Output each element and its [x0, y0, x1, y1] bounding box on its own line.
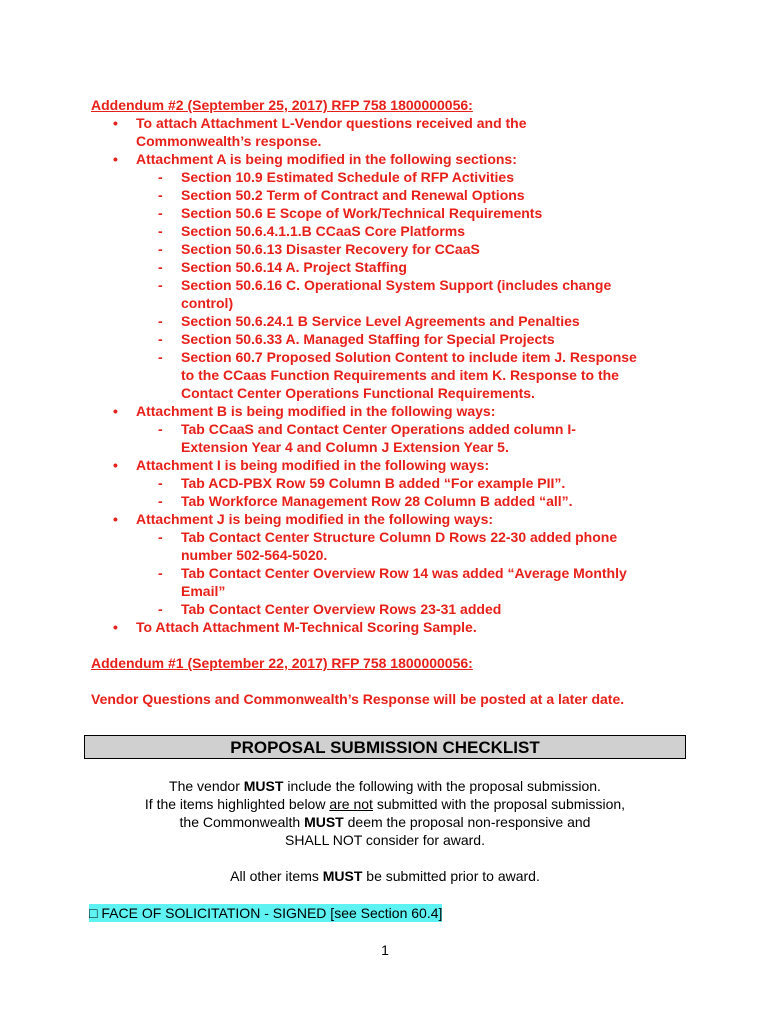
- sub-item: Section 50.6.24.1 B Service Level Agreements and Penalties: [181, 313, 580, 329]
- sub-item: Tab Workforce Management Row 28 Column B added “all”.: [181, 493, 573, 509]
- sub-item: Section 50.6.13 Disaster Recovery for CCaaS: [181, 241, 480, 257]
- bullet-icon: •: [113, 115, 118, 131]
- dash-icon: -: [158, 601, 163, 617]
- page-number: 1: [381, 942, 389, 958]
- dash-icon: -: [158, 169, 163, 185]
- checklist-instruction: The vendor MUST include the following with the proposal submission.: [169, 778, 601, 794]
- sub-item-continued: control): [181, 295, 234, 311]
- addendum2-item: Commonwealth’s response.: [136, 133, 322, 149]
- dash-icon: -: [158, 313, 163, 329]
- sub-item: Section 60.7 Proposed Solution Content to include item J. Response: [181, 349, 637, 365]
- addendum2-item: Attachment I is being modified in the following ways:: [136, 457, 490, 473]
- checklist-header: [84, 735, 686, 759]
- checklist-title: PROPOSAL SUBMISSION CHECKLIST: [230, 738, 540, 757]
- checkbox-icon[interactable]: □: [89, 905, 98, 921]
- addendum2-item: Attachment J is being modified in the following ways:: [136, 511, 494, 527]
- sub-item: Tab ACD-PBX Row 59 Column B added “For example PII”.: [181, 475, 566, 491]
- bullet-icon: •: [113, 151, 118, 167]
- addendum2-item: Attachment B is being modified in the following ways:: [136, 403, 496, 419]
- dash-icon: -: [158, 223, 163, 239]
- sub-item: Tab CCaaS and Contact Center Operations added column I-: [181, 421, 576, 437]
- addendum2-item: To attach Attachment L-Vendor questions received and the: [136, 115, 527, 131]
- sub-item: Section 50.6.14 A. Project Staffing: [181, 259, 407, 275]
- dash-icon: -: [158, 421, 163, 437]
- bullet-icon: •: [113, 457, 118, 473]
- sub-item: Section 50.6.4.1.1.B CCaaS Core Platforms: [181, 223, 465, 239]
- dash-icon: -: [158, 241, 163, 257]
- sub-item-continued: number 502-564-5020.: [181, 547, 328, 563]
- dash-icon: -: [158, 331, 163, 347]
- checklist-instruction: SHALL NOT consider for award.: [285, 832, 485, 848]
- sub-item: Section 50.6.33 A. Managed Staffing for Special Projects: [181, 331, 555, 347]
- checklist-item-face-of-solicitation[interactable]: □ FACE OF SOLICITATION - SIGNED [see Section 60.4]: [89, 905, 443, 921]
- checklist-instruction: All other items MUST be submitted prior to award.: [230, 868, 540, 884]
- dash-icon: -: [158, 277, 163, 293]
- dash-icon: -: [158, 565, 163, 581]
- dash-icon: -: [158, 205, 163, 221]
- sub-item-continued: Extension Year 4 and Column J Extension Year 5.: [181, 439, 509, 455]
- bullet-icon: •: [113, 511, 118, 527]
- sub-item-continued: Email”: [181, 583, 226, 599]
- sub-item: Section 50.2 Term of Contract and Renewal Options: [181, 187, 525, 203]
- addendum2-heading: Addendum #2 (September 25, 2017) RFP 758 1800000056:: [91, 97, 473, 113]
- addendum2-item: Attachment A is being modified in the following sections:: [136, 151, 517, 167]
- dash-icon: -: [158, 259, 163, 275]
- checklist-instruction: the Commonwealth MUST deem the proposal non-responsive and: [179, 814, 591, 830]
- sub-item: Section 50.6 E Scope of Work/Technical Requirements: [181, 205, 543, 221]
- sub-item: Tab Contact Center Overview Row 14 was added “Average Monthly: [181, 565, 627, 581]
- sub-item: Section 10.9 Estimated Schedule of RFP Activities: [181, 169, 514, 185]
- dash-icon: -: [158, 187, 163, 203]
- addendum2-item: To Attach Attachment M-Technical Scoring Sample.: [136, 619, 477, 635]
- dash-icon: -: [158, 493, 163, 509]
- sub-item-continued: to the CCaas Function Requirements and item K. Response to the: [181, 367, 619, 383]
- bullet-icon: •: [113, 619, 118, 635]
- sub-item: Tab Contact Center Structure Column D Rows 22-30 added phone: [181, 529, 618, 545]
- dash-icon: -: [158, 475, 163, 491]
- addendum1-note: Vendor Questions and Commonwealth’s Response will be posted at a later date.: [91, 691, 625, 707]
- addendum1-heading: Addendum #1 (September 22, 2017) RFP 758 1800000056:: [91, 655, 473, 671]
- sub-item: Tab Contact Center Overview Rows 23-31 added: [181, 601, 502, 617]
- dash-icon: -: [158, 349, 163, 365]
- dash-icon: -: [158, 529, 163, 545]
- sub-item-continued: Contact Center Operations Functional Requirements.: [181, 385, 535, 401]
- sub-item: Section 50.6.16 C. Operational System Support (includes change: [181, 277, 612, 293]
- checklist-instruction: If the items highlighted below are not submitted with the proposal submission,: [144, 796, 626, 812]
- bullet-icon: •: [113, 403, 118, 419]
